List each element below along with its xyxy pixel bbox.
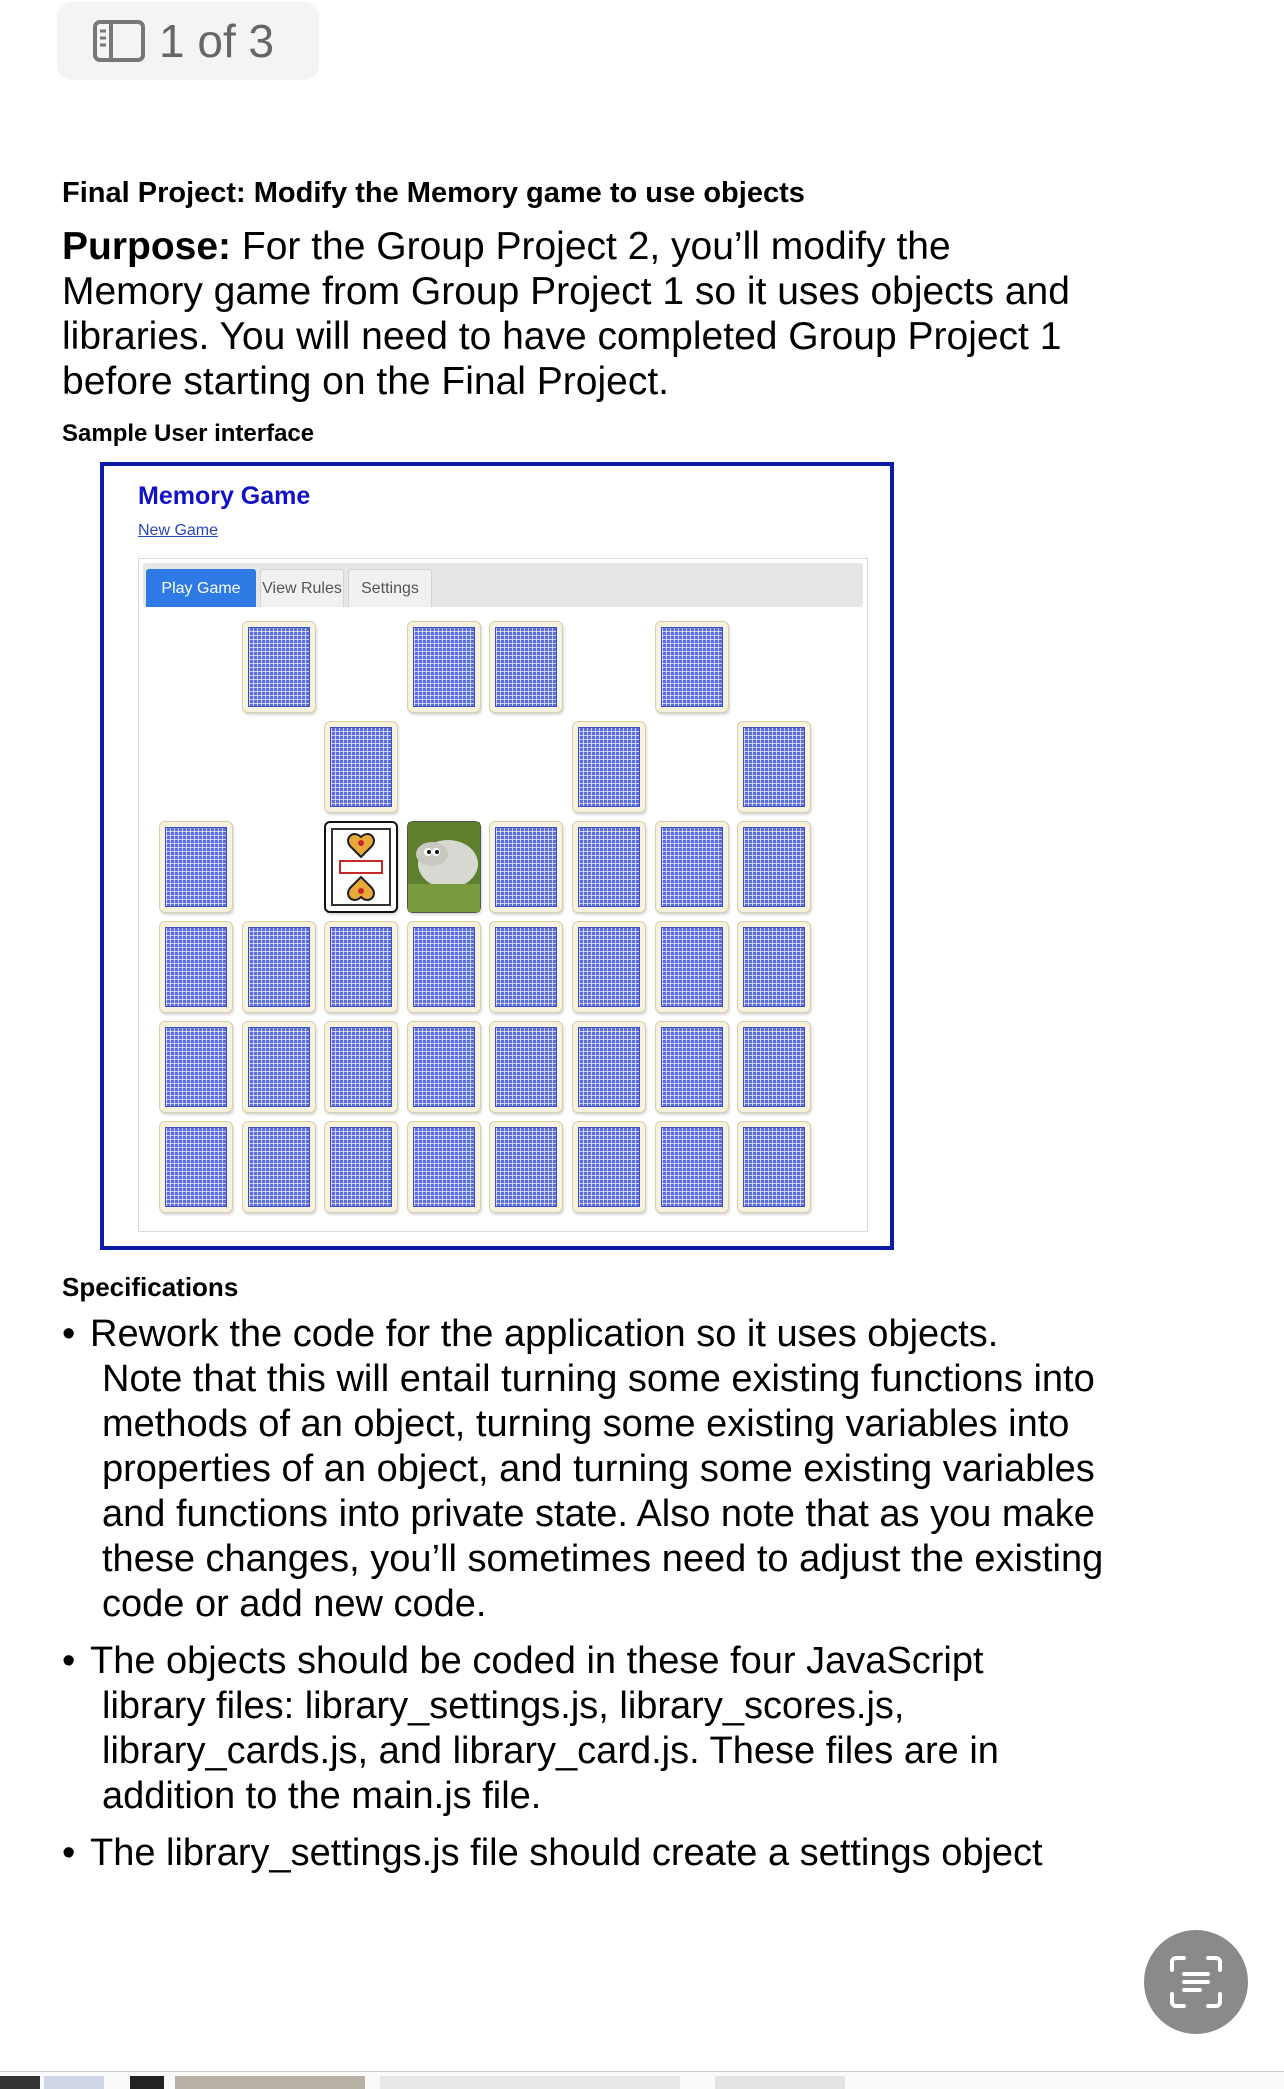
card-king-of-hearts[interactable] (324, 821, 398, 913)
card-back[interactable] (655, 621, 729, 713)
card-back[interactable] (324, 1021, 398, 1113)
card-back[interactable] (324, 1121, 398, 1213)
card-back[interactable] (737, 1121, 811, 1213)
card-back[interactable] (159, 821, 233, 913)
tab-play-game[interactable]: Play Game (146, 569, 256, 607)
tab-bar (143, 563, 863, 607)
thumbnail-strip[interactable] (0, 2071, 1284, 2089)
card-back[interactable] (737, 1021, 811, 1113)
card-back[interactable] (572, 821, 646, 913)
card-back[interactable] (489, 921, 563, 1013)
list-item: • The objects should be coded in these four JavaScript library files: library_settings.js, library_scores.js, library_cards.js, and library_card.js. These files are in addition to the main.js file. (62, 1640, 999, 1817)
card-back[interactable] (655, 1121, 729, 1213)
card-back[interactable] (737, 821, 811, 913)
card-back[interactable] (407, 621, 481, 713)
page-count: 1 of 3 (159, 15, 275, 67)
card-back[interactable] (159, 1021, 233, 1113)
card-back[interactable] (242, 621, 316, 713)
card-back[interactable] (655, 921, 729, 1013)
text-scan-button[interactable] (1144, 1930, 1248, 2034)
sample-ui-label: Sample User interface (62, 420, 315, 447)
card-back[interactable] (489, 621, 563, 713)
card-back[interactable] (572, 721, 646, 813)
card-back[interactable] (242, 1021, 316, 1113)
sidebar-icon (93, 20, 145, 62)
card-back[interactable] (407, 1121, 481, 1213)
card-back[interactable] (489, 821, 563, 913)
purpose-text: For the Group Project 2, you’ll modify the Memory game from Group Project 1 so it uses objects and libraries. You will need to have completed Group Project 1 before starting on the Final Project. (62, 225, 1070, 403)
sample-ui-screenshot (100, 462, 894, 1250)
page-indicator[interactable] (57, 2, 319, 80)
card-back[interactable] (159, 921, 233, 1013)
card-back[interactable] (737, 921, 811, 1013)
card-back[interactable] (655, 1021, 729, 1113)
purpose-label: Purpose: (62, 225, 232, 268)
card-back[interactable] (572, 1021, 646, 1113)
card-back[interactable] (242, 921, 316, 1013)
tab-settings[interactable]: Settings (348, 569, 432, 607)
card-back[interactable] (572, 921, 646, 1013)
card-back[interactable] (655, 821, 729, 913)
purpose-paragraph (62, 224, 1092, 404)
new-game-link[interactable]: New Game (138, 522, 219, 539)
card-back[interactable] (324, 921, 398, 1013)
card-back[interactable] (572, 1121, 646, 1213)
specifications-list (62, 1312, 1112, 1888)
game-panel (138, 558, 868, 1232)
document-title: Final Project: Modify the Memory game to use objects (62, 177, 805, 209)
card-back[interactable] (489, 1121, 563, 1213)
card-back[interactable] (489, 1021, 563, 1113)
list-item: • Rework the code for the application so it uses objects. Note that this will entail turning some existing functions into methods of an object, turning some existing variables into properties of an object, and turning some existing variables and functions into private state. Also note that as you make these changes, you’ll sometimes need to adjust the existing code or add new code. (62, 1313, 1104, 1625)
card-sheep-picture[interactable] (407, 821, 481, 913)
card-back[interactable] (407, 1021, 481, 1113)
card-back[interactable] (242, 1121, 316, 1213)
list-item: • The library_settings.js file should create a settings object (62, 1832, 1043, 1874)
card-back[interactable] (324, 721, 398, 813)
specifications-heading: Specifications (62, 1272, 239, 1302)
tab-view-rules[interactable]: View Rules (260, 569, 344, 607)
text-scan-icon (1168, 1954, 1224, 2010)
card-back[interactable] (159, 1121, 233, 1213)
memory-game-title: Memory Game (138, 482, 311, 510)
card-back[interactable] (407, 921, 481, 1013)
card-back[interactable] (737, 721, 811, 813)
